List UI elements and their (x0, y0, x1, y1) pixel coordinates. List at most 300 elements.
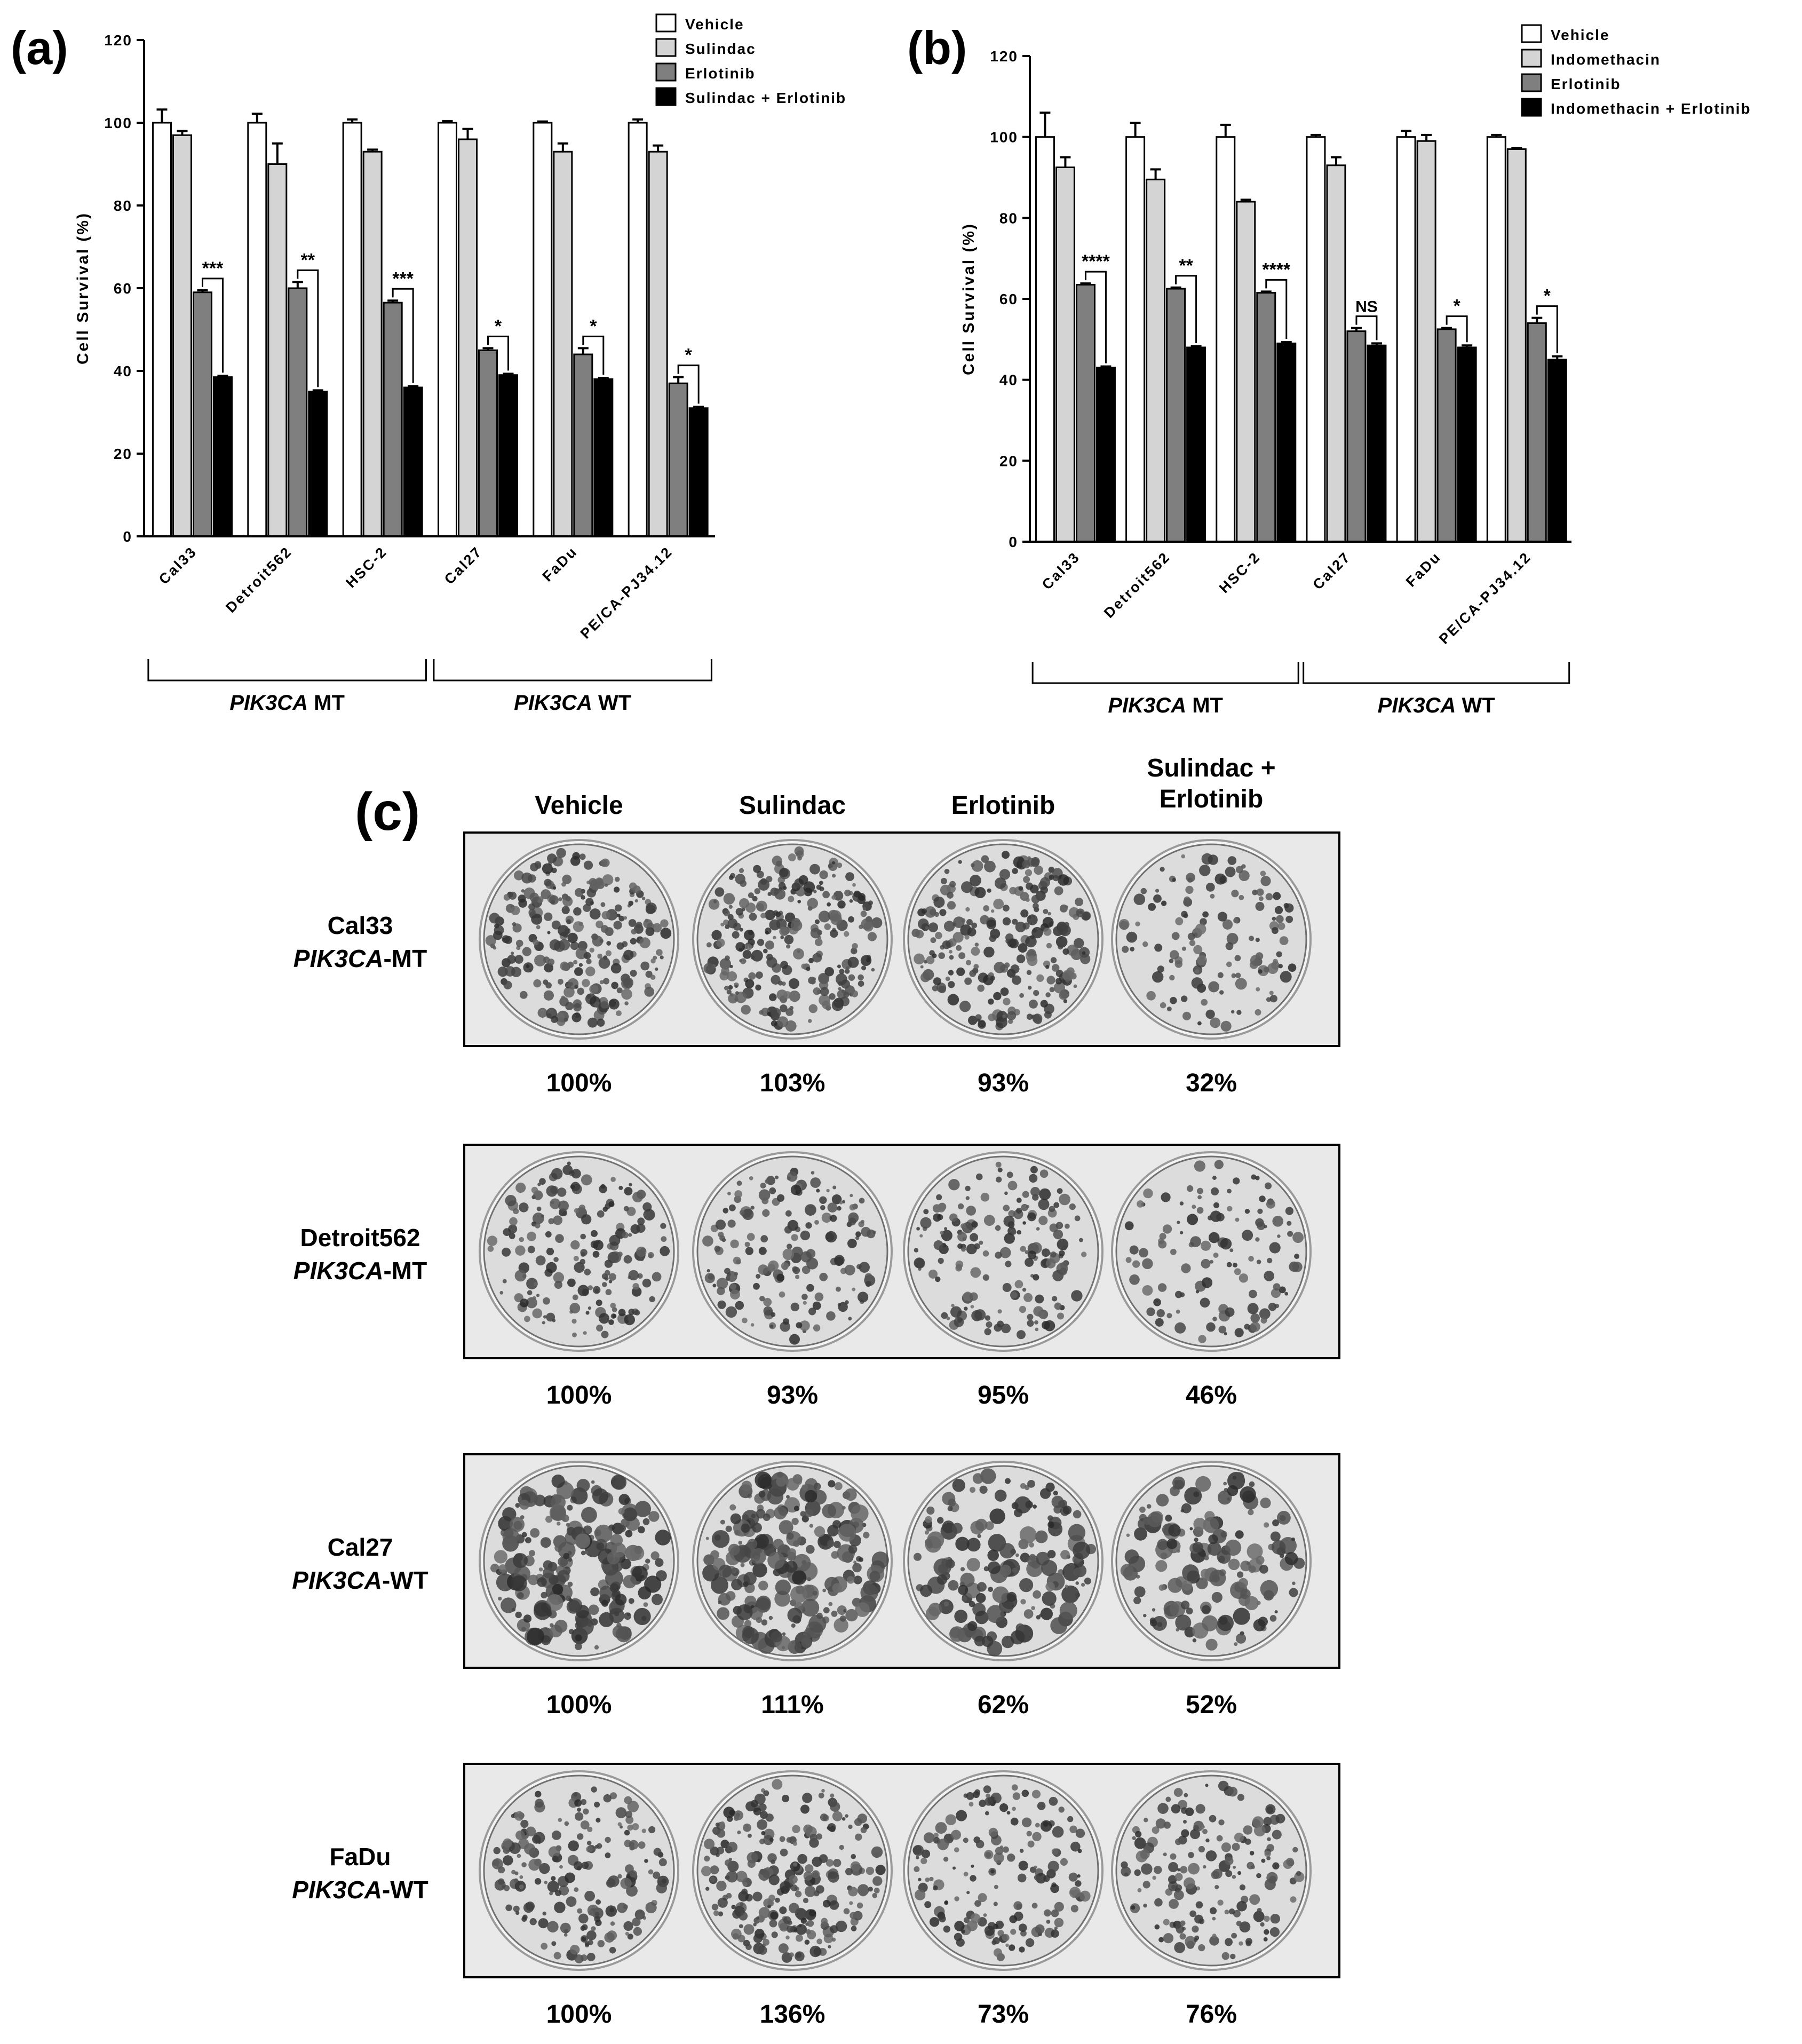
colony (718, 1232, 724, 1238)
colony (964, 1872, 969, 1876)
colony (1134, 1586, 1146, 1597)
colony (1185, 886, 1193, 894)
colony (543, 1567, 554, 1579)
column-header (535, 791, 623, 820)
colony (1227, 1189, 1232, 1194)
colony (738, 1541, 742, 1545)
colony (553, 886, 556, 890)
colony (1036, 1227, 1040, 1231)
colony (789, 1334, 800, 1345)
colony (769, 1874, 780, 1885)
percent-label: 93% (977, 1069, 1029, 1097)
colony (973, 1473, 983, 1484)
colony (767, 1552, 785, 1570)
colony (1045, 1582, 1055, 1591)
significance-label: * (1543, 286, 1551, 306)
colony (1002, 1934, 1010, 1942)
colony (758, 1869, 770, 1881)
colony (787, 1243, 792, 1249)
colony (1273, 892, 1281, 900)
colony (833, 1859, 841, 1867)
colony (1041, 1820, 1052, 1832)
bar-erlotinib (574, 354, 592, 536)
colony (914, 954, 925, 965)
colony (759, 1247, 767, 1255)
category-label: FaDu (1402, 549, 1444, 590)
bar-indomethacin-erlotinib (1097, 368, 1115, 542)
colony (829, 1900, 839, 1910)
colony (1043, 928, 1051, 936)
colony (783, 1916, 791, 1924)
colony (554, 1281, 562, 1289)
colony (735, 991, 739, 995)
colony (712, 1904, 719, 1911)
colony (923, 1209, 928, 1214)
colony (1290, 1896, 1297, 1903)
colony (1059, 991, 1068, 1000)
colony (531, 1187, 538, 1193)
colony (1227, 1206, 1232, 1211)
colony (624, 1206, 629, 1211)
colony (806, 1284, 814, 1292)
colony (1012, 868, 1018, 874)
colony (983, 905, 989, 912)
colony (939, 909, 946, 916)
colony (1016, 1208, 1022, 1214)
colony (1218, 1819, 1224, 1825)
colony (802, 1793, 812, 1803)
colony (1131, 1905, 1135, 1910)
colony (1132, 1836, 1136, 1840)
bar-vehicle (534, 123, 552, 536)
colony (870, 1571, 880, 1581)
colony (913, 1845, 924, 1856)
colony (960, 1223, 966, 1229)
colony (513, 1553, 528, 1568)
significance-label: NS (1355, 298, 1378, 316)
row-genotype-status: -WT (382, 1566, 428, 1594)
colony (716, 939, 725, 947)
y-axis-title: Cell Survival (%) (960, 222, 978, 376)
colony (1137, 1200, 1144, 1208)
colony (575, 1643, 582, 1650)
colony (947, 901, 956, 909)
colony (739, 868, 744, 873)
colony (614, 921, 622, 929)
colony (1142, 941, 1148, 947)
colony (1235, 1328, 1244, 1337)
colony (963, 1837, 969, 1843)
y-tick-label: 60 (999, 291, 1018, 307)
colony (618, 1822, 622, 1826)
column-header (1147, 754, 1275, 813)
colony (763, 949, 768, 954)
colony (557, 1017, 566, 1026)
colony (920, 1858, 927, 1864)
colony (829, 993, 835, 1000)
colony (1270, 1927, 1280, 1937)
colony (741, 1889, 748, 1895)
colony (575, 1634, 582, 1641)
colony (753, 1934, 763, 1943)
colony (532, 1309, 542, 1319)
colony (644, 1575, 661, 1593)
colony (554, 1902, 565, 1913)
colony (1163, 1224, 1172, 1233)
bar-indomethacin-erlotinib (1458, 347, 1476, 542)
colony (868, 900, 873, 905)
colony (617, 1251, 623, 1257)
colony (494, 1550, 507, 1563)
colony (832, 1938, 836, 1942)
colony (706, 1537, 709, 1540)
colony (1188, 1863, 1200, 1875)
colony (975, 1611, 988, 1624)
colony (822, 1504, 836, 1518)
colony (944, 1227, 947, 1230)
colony (1225, 1938, 1233, 1946)
colony (639, 937, 650, 948)
colony (1023, 1293, 1033, 1302)
colony (604, 1932, 614, 1943)
colony (925, 1516, 932, 1523)
colony (958, 1203, 964, 1209)
colony (858, 980, 864, 987)
colony (567, 933, 577, 943)
colony (916, 1227, 920, 1231)
colony (830, 930, 838, 938)
colony (819, 1854, 828, 1863)
colony (1279, 964, 1283, 968)
colony (713, 1911, 719, 1916)
colony (609, 1947, 616, 1953)
colony (618, 1309, 626, 1317)
colony (970, 1875, 976, 1881)
colony (1225, 1308, 1235, 1317)
colony (1027, 1480, 1035, 1488)
group-label-status: WT (592, 691, 632, 715)
colony (1257, 1209, 1263, 1214)
bar-sulindac-erlotinib (499, 375, 517, 536)
colony (948, 994, 959, 1005)
colony (831, 895, 836, 900)
colony (1035, 1924, 1045, 1934)
colony (958, 1585, 968, 1595)
colony (1212, 1934, 1217, 1938)
colony (736, 1604, 752, 1620)
colony (765, 1179, 769, 1184)
colony (742, 1318, 748, 1324)
colony (573, 1295, 578, 1301)
colony (1197, 955, 1207, 965)
colony (642, 1202, 652, 1211)
row-genotype-gene: PIK3CA (293, 1257, 384, 1285)
colony (1212, 1869, 1222, 1879)
colony (617, 1903, 627, 1913)
colony (1211, 1187, 1219, 1195)
colony (562, 932, 568, 938)
colony (646, 1902, 657, 1913)
colony (799, 875, 808, 885)
colony (1181, 1829, 1189, 1837)
colony (596, 1899, 601, 1905)
colony (859, 1557, 863, 1562)
colony (559, 1865, 563, 1869)
colony (1056, 1222, 1063, 1230)
colony (719, 1565, 732, 1578)
row-cell-line: FaDu (329, 1843, 391, 1871)
colony (839, 1845, 844, 1850)
colony (1033, 1504, 1037, 1509)
colony (987, 920, 996, 929)
colony (573, 921, 584, 932)
colony (1264, 1916, 1269, 1922)
colony (851, 1854, 856, 1859)
colony (574, 1800, 582, 1807)
colony (1140, 1849, 1149, 1859)
bar-vehicle (343, 123, 361, 536)
y-tick-label: 120 (104, 32, 132, 49)
colony (589, 1605, 599, 1615)
colony (606, 1905, 617, 1916)
colony (1166, 1313, 1172, 1318)
colony (1155, 1318, 1164, 1327)
colony (943, 1857, 948, 1861)
colony (1266, 893, 1273, 901)
colony (1155, 1560, 1167, 1572)
colony (1180, 1933, 1186, 1939)
colony (1062, 948, 1069, 955)
colony (850, 1204, 856, 1210)
colony (1050, 1251, 1056, 1257)
colony (774, 889, 785, 900)
colony (1175, 1839, 1181, 1845)
colony (600, 980, 604, 985)
colony (760, 913, 766, 918)
colony (509, 1233, 515, 1239)
colony (1227, 1262, 1232, 1267)
colony (1292, 1262, 1303, 1272)
colony (1035, 1295, 1044, 1304)
chart-b (960, 25, 1751, 717)
colony (987, 889, 991, 893)
colony (617, 1874, 622, 1879)
colony (575, 1812, 583, 1821)
colony (1175, 960, 1182, 968)
colony (731, 1905, 735, 1909)
colony (967, 1558, 980, 1571)
colony (580, 853, 586, 860)
colony (1062, 970, 1074, 981)
colony (514, 1811, 524, 1821)
colony (1255, 1237, 1259, 1241)
colony (1152, 1608, 1155, 1611)
colony (964, 978, 972, 985)
colony (590, 908, 601, 920)
colony (1050, 1884, 1059, 1893)
colony (655, 1558, 663, 1567)
colony (995, 1251, 1002, 1258)
colony (598, 1940, 605, 1947)
colony (745, 1242, 750, 1247)
colony (937, 1517, 943, 1524)
colony (836, 973, 847, 985)
colony (619, 1525, 626, 1532)
bar-vehicle (153, 123, 171, 536)
colony (726, 1526, 732, 1532)
colony (547, 1881, 559, 1892)
legend-label: Erlotinib (1551, 76, 1621, 92)
colony (1171, 1804, 1181, 1814)
colony (579, 1205, 585, 1211)
colony (826, 1189, 829, 1192)
colony (749, 913, 757, 921)
colony (1265, 1851, 1271, 1857)
colony (715, 1246, 721, 1252)
colony (660, 955, 664, 959)
colony (616, 1010, 622, 1016)
colony (801, 1637, 812, 1648)
colony (937, 1214, 943, 1220)
colony (1135, 1831, 1141, 1837)
colony (1180, 1201, 1184, 1205)
colony (1277, 922, 1285, 930)
colony (844, 890, 851, 897)
colony (800, 1231, 810, 1240)
colony (502, 935, 510, 943)
colony (958, 860, 962, 864)
colony (592, 1488, 608, 1504)
colony (574, 1887, 579, 1892)
column-header-line: Vehicle (535, 791, 623, 820)
colony (1196, 1804, 1205, 1813)
colony (785, 1936, 790, 1940)
colony (1272, 1830, 1282, 1840)
colony (766, 1813, 774, 1821)
colony (753, 865, 761, 873)
colony (645, 1559, 650, 1564)
colony (1152, 1876, 1156, 1880)
colony (855, 1231, 861, 1237)
colony (625, 1932, 629, 1936)
colony (650, 975, 656, 980)
colony (1236, 1634, 1246, 1644)
colony (1026, 898, 1030, 902)
colony (1260, 876, 1271, 886)
colony (837, 964, 841, 968)
colony (1259, 896, 1264, 901)
colony (511, 906, 520, 915)
colony (751, 1206, 755, 1209)
colony (724, 910, 730, 916)
colony (1235, 973, 1241, 978)
colony (1221, 1842, 1231, 1852)
colony (1273, 1283, 1281, 1290)
colony (1046, 943, 1052, 948)
colony (502, 1248, 511, 1257)
colony (571, 1319, 576, 1324)
column-header-line: Erlotinib (951, 791, 1055, 820)
colony (832, 1583, 843, 1593)
colony (1010, 1929, 1016, 1935)
bar-sulindac (173, 135, 191, 536)
colony (1046, 1258, 1056, 1269)
group-label-status: MT (1186, 694, 1223, 717)
colony (1194, 1538, 1198, 1542)
colony (745, 1247, 753, 1255)
legend-swatch (1522, 74, 1541, 91)
colony (503, 1279, 507, 1284)
colony (1194, 1915, 1203, 1924)
colony (797, 900, 801, 904)
colony (780, 936, 784, 939)
colony (1197, 1207, 1204, 1214)
colony (775, 1580, 791, 1595)
colony (1245, 1209, 1250, 1214)
colony (1259, 1565, 1268, 1574)
row-genotype (293, 1257, 427, 1285)
colony (935, 932, 942, 939)
colony (872, 1876, 882, 1885)
colony (1020, 909, 1028, 917)
colony (597, 1019, 605, 1027)
colony (629, 919, 637, 927)
colony (830, 1800, 837, 1807)
colony (783, 1318, 789, 1325)
group-label-gene: PIK3CA (514, 691, 592, 715)
colony (835, 1482, 843, 1490)
y-tick-label: 120 (990, 48, 1018, 65)
colony (1200, 1298, 1210, 1308)
colony (527, 1290, 533, 1295)
colony (975, 1519, 988, 1531)
colony (565, 1821, 569, 1826)
colony (718, 1601, 721, 1604)
colony (1043, 1875, 1050, 1882)
colony (730, 1283, 736, 1289)
colony (795, 1951, 805, 1961)
colony (600, 1189, 604, 1193)
colony (819, 881, 823, 885)
bar-sulindac (268, 164, 287, 537)
row-genotype-gene: PIK3CA (292, 1876, 382, 1904)
bar-vehicle (1217, 137, 1235, 542)
colony (514, 1872, 518, 1875)
colony (1284, 1292, 1288, 1296)
colony (1218, 972, 1224, 978)
colony (1187, 1185, 1193, 1192)
colony (941, 878, 947, 884)
colony (929, 1877, 933, 1881)
colony (704, 1839, 715, 1849)
colony (493, 1859, 499, 1866)
colony (779, 1906, 787, 1914)
colony (1012, 1784, 1018, 1791)
colony (735, 985, 738, 988)
colony (787, 1926, 793, 1932)
colony (776, 861, 782, 867)
colony (1148, 903, 1156, 911)
colony (642, 1829, 646, 1833)
row-genotype-status: -WT (382, 1876, 428, 1904)
colony (1082, 951, 1086, 955)
colony (524, 1316, 530, 1322)
colony (552, 1584, 563, 1595)
colony (582, 1862, 589, 1869)
colony (1038, 1199, 1050, 1210)
colony (1182, 1580, 1193, 1591)
colony (610, 1583, 619, 1593)
